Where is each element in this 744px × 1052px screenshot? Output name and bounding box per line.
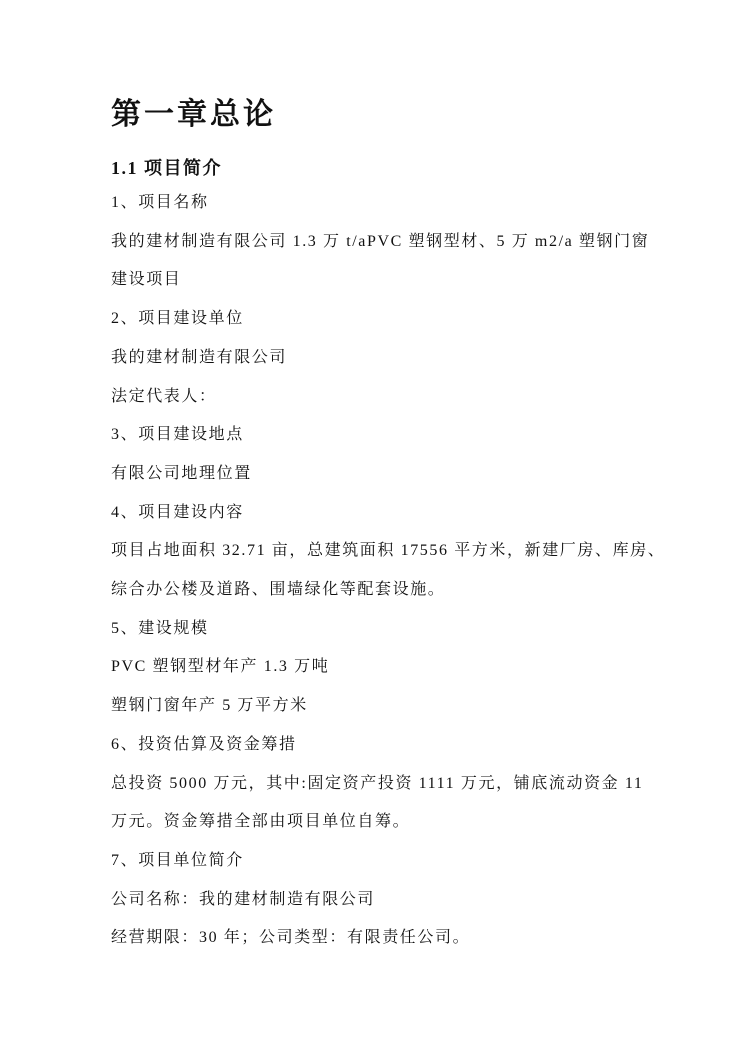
section-heading: 1.1 项目简介 (111, 158, 222, 178)
paragraph-line: 1、项目名称 (111, 194, 209, 211)
paragraph-line: 7、项目单位简介 (111, 851, 244, 869)
paragraph-line: 综合办公楼及道路、围墙绿化等配套设施。 (111, 581, 446, 599)
paragraph-line: 建设项目 (111, 271, 182, 289)
paragraph-line: 总投资 5000 万元，其中:固定资产投资 1111 万元，铺底流动资金 11 (111, 774, 644, 792)
paragraph-line: 法定代表人： (111, 387, 217, 405)
paragraph-line: 我的建材制造有限公司 (111, 348, 288, 366)
paragraph-line: 有限公司地理位置 (111, 464, 252, 482)
paragraph-line: PVC 塑钢型材年产 1.3 万吨 (111, 658, 330, 676)
paragraph-line: 4、项目建设内容 (111, 503, 244, 521)
paragraph-line: 我的建材制造有限公司 1.3 万 t/aPVC 塑钢型材、5 万 m2/a 塑钢门窗 (111, 232, 650, 250)
paragraph-line: 塑钢门窗年产 5 万平方米 (111, 697, 308, 715)
paragraph-line: 6、投资估算及资金筹措 (111, 735, 297, 753)
paragraph-line: 公司名称：我的建材制造有限公司 (111, 890, 376, 908)
chapter-title: 第一章总论 (111, 98, 276, 131)
paragraph-line: 经营期限：30 年；公司类型：有限责任公司。 (111, 929, 471, 947)
paragraph-line: 2、项目建设单位 (111, 310, 244, 328)
paragraph-line: 项目占地面积 32.71 亩，总建筑面积 17556 平方米，新建厂房、库房、 (111, 542, 666, 560)
paragraph-line: 3、项目建设地点 (111, 426, 244, 444)
document-body (111, 184, 666, 958)
paragraph-line: 5、建设规模 (111, 619, 209, 637)
paragraph-line: 万元。资金筹措全部由项目单位自筹。 (111, 813, 411, 831)
